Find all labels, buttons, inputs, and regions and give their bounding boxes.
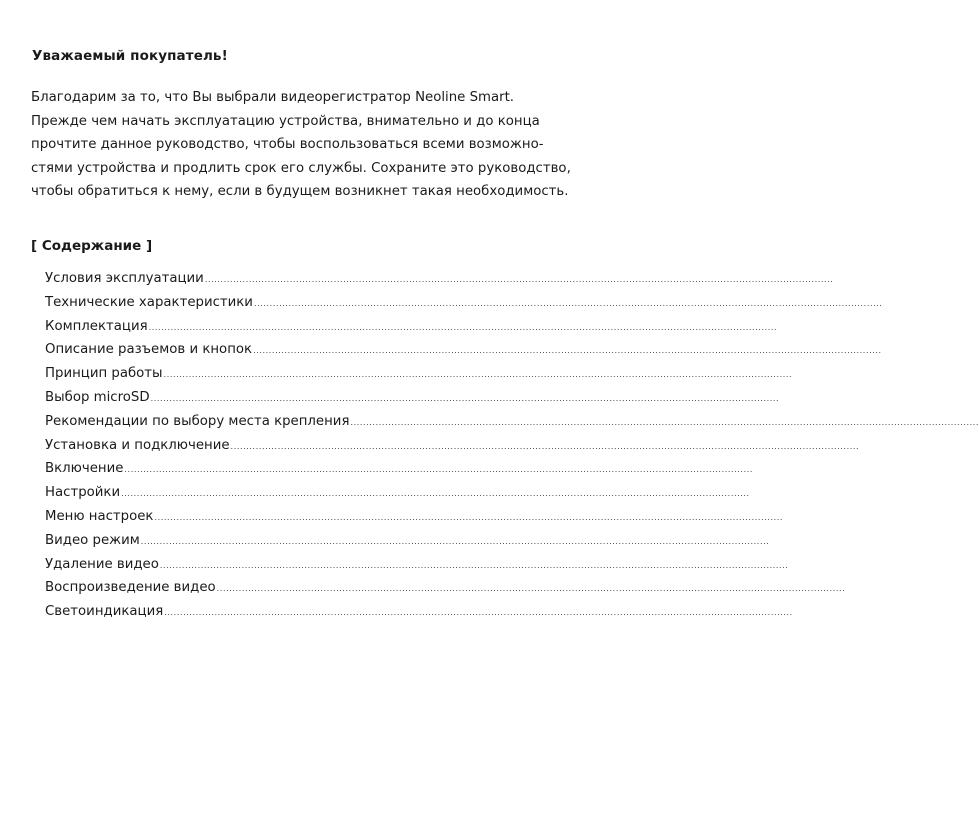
- intro-line: чтобы обратиться к нему, если в будущем возникнет такая необходимость.: [31, 184, 569, 199]
- toc-leader-dots: ........................................................................................................................................................................................................: [253, 346, 882, 356]
- toc-item-title: Видео режим: [45, 532, 140, 548]
- toc-item-title: Условия эксплуатации: [45, 271, 204, 286]
- toc-item[interactable]: [45, 294, 883, 319]
- toc-item[interactable]: [45, 532, 770, 557]
- toc-leader-dots: ........................................................................................................................................................................................................: [164, 608, 793, 618]
- greeting-heading: Уважаемый покупатель!: [32, 48, 228, 64]
- toc-item-title: Описание разъемов и кнопок: [45, 342, 253, 358]
- toc-item[interactable]: [45, 485, 750, 509]
- toc-leader-dots: ........................................................................................................................................................................................................: [140, 536, 770, 546]
- toc-item-title: Настройки: [45, 485, 121, 501]
- toc-leader-dots: ........................................................................................................................................................................................................: [121, 489, 750, 499]
- toc-item-title: Рекомендации по выбору места крепления: [45, 413, 350, 429]
- toc-item[interactable]: [45, 556, 789, 581]
- table-of-contents: [45, 271, 979, 628]
- toc-item[interactable]: [45, 461, 753, 485]
- toc-item-title: Меню настроек: [45, 508, 154, 524]
- toc-item-title: Включение: [45, 461, 124, 477]
- toc-item-title: Воспроизведение видео: [45, 580, 216, 596]
- toc-leader-dots: ........................................................................................................................................................................................................: [230, 441, 860, 451]
- toc-leader-dots: ........................................................................................................................................................................................................: [204, 275, 834, 284]
- toc-leader-dots: ........................................................................................................................................................................................................: [350, 417, 979, 427]
- toc-item[interactable]: [45, 413, 979, 438]
- toc-item[interactable]: [45, 580, 846, 604]
- intro-line: прочтите данное руководство, чтобы воспользоваться всеми возможно-: [31, 137, 544, 152]
- toc-item[interactable]: [45, 366, 793, 390]
- toc-item[interactable]: [45, 342, 882, 366]
- toc-leader-dots: ........................................................................................................................................................................................................: [163, 370, 793, 380]
- toc-item-title: Комплектация: [45, 318, 148, 334]
- intro-paragraph: [31, 86, 571, 204]
- toc-item[interactable]: [45, 271, 834, 295]
- intro-line: Благодарим за то, что Вы выбрали видеорегистратор Neoline Smart.: [31, 90, 515, 105]
- toc-leader-dots: ........................................................................................................................................................................................................: [124, 465, 753, 475]
- toc-leader-dots: ........................................................................................................................................................................................................: [148, 322, 778, 332]
- toc-item[interactable]: [45, 508, 784, 533]
- toc-leader-dots: ........................................................................................................................................................................................................: [253, 298, 883, 308]
- toc-leader-dots: ........................................................................................................................................................................................................: [159, 560, 789, 570]
- toc-item-title: Удаление видео: [45, 556, 159, 572]
- toc-heading: [ Содержание ]: [31, 238, 153, 254]
- intro-line: стями устройства и продлить срок его службы. Сохраните это руководство,: [31, 160, 571, 176]
- toc-item-title: Выбор microSD: [45, 389, 150, 405]
- toc-item[interactable]: [45, 437, 860, 462]
- toc-item[interactable]: [45, 389, 780, 414]
- toc-leader-dots: ........................................................................................................................................................................................................: [150, 393, 780, 403]
- intro-line: Прежде чем начать эксплуатацию устройства, внимательно и до конца: [31, 113, 540, 129]
- toc-item-title: Принцип работы: [45, 366, 163, 382]
- toc-item[interactable]: [45, 318, 778, 343]
- toc-item-title: Светоиндикация: [45, 604, 164, 620]
- toc-leader-dots: ........................................................................................................................................................................................................: [154, 512, 784, 522]
- toc-item[interactable]: [45, 604, 793, 628]
- toc-item-title: Технические характеристики: [45, 294, 253, 310]
- toc-item-title: Установка и подключение: [45, 437, 230, 453]
- toc-leader-dots: ........................................................................................................................................................................................................: [216, 584, 846, 594]
